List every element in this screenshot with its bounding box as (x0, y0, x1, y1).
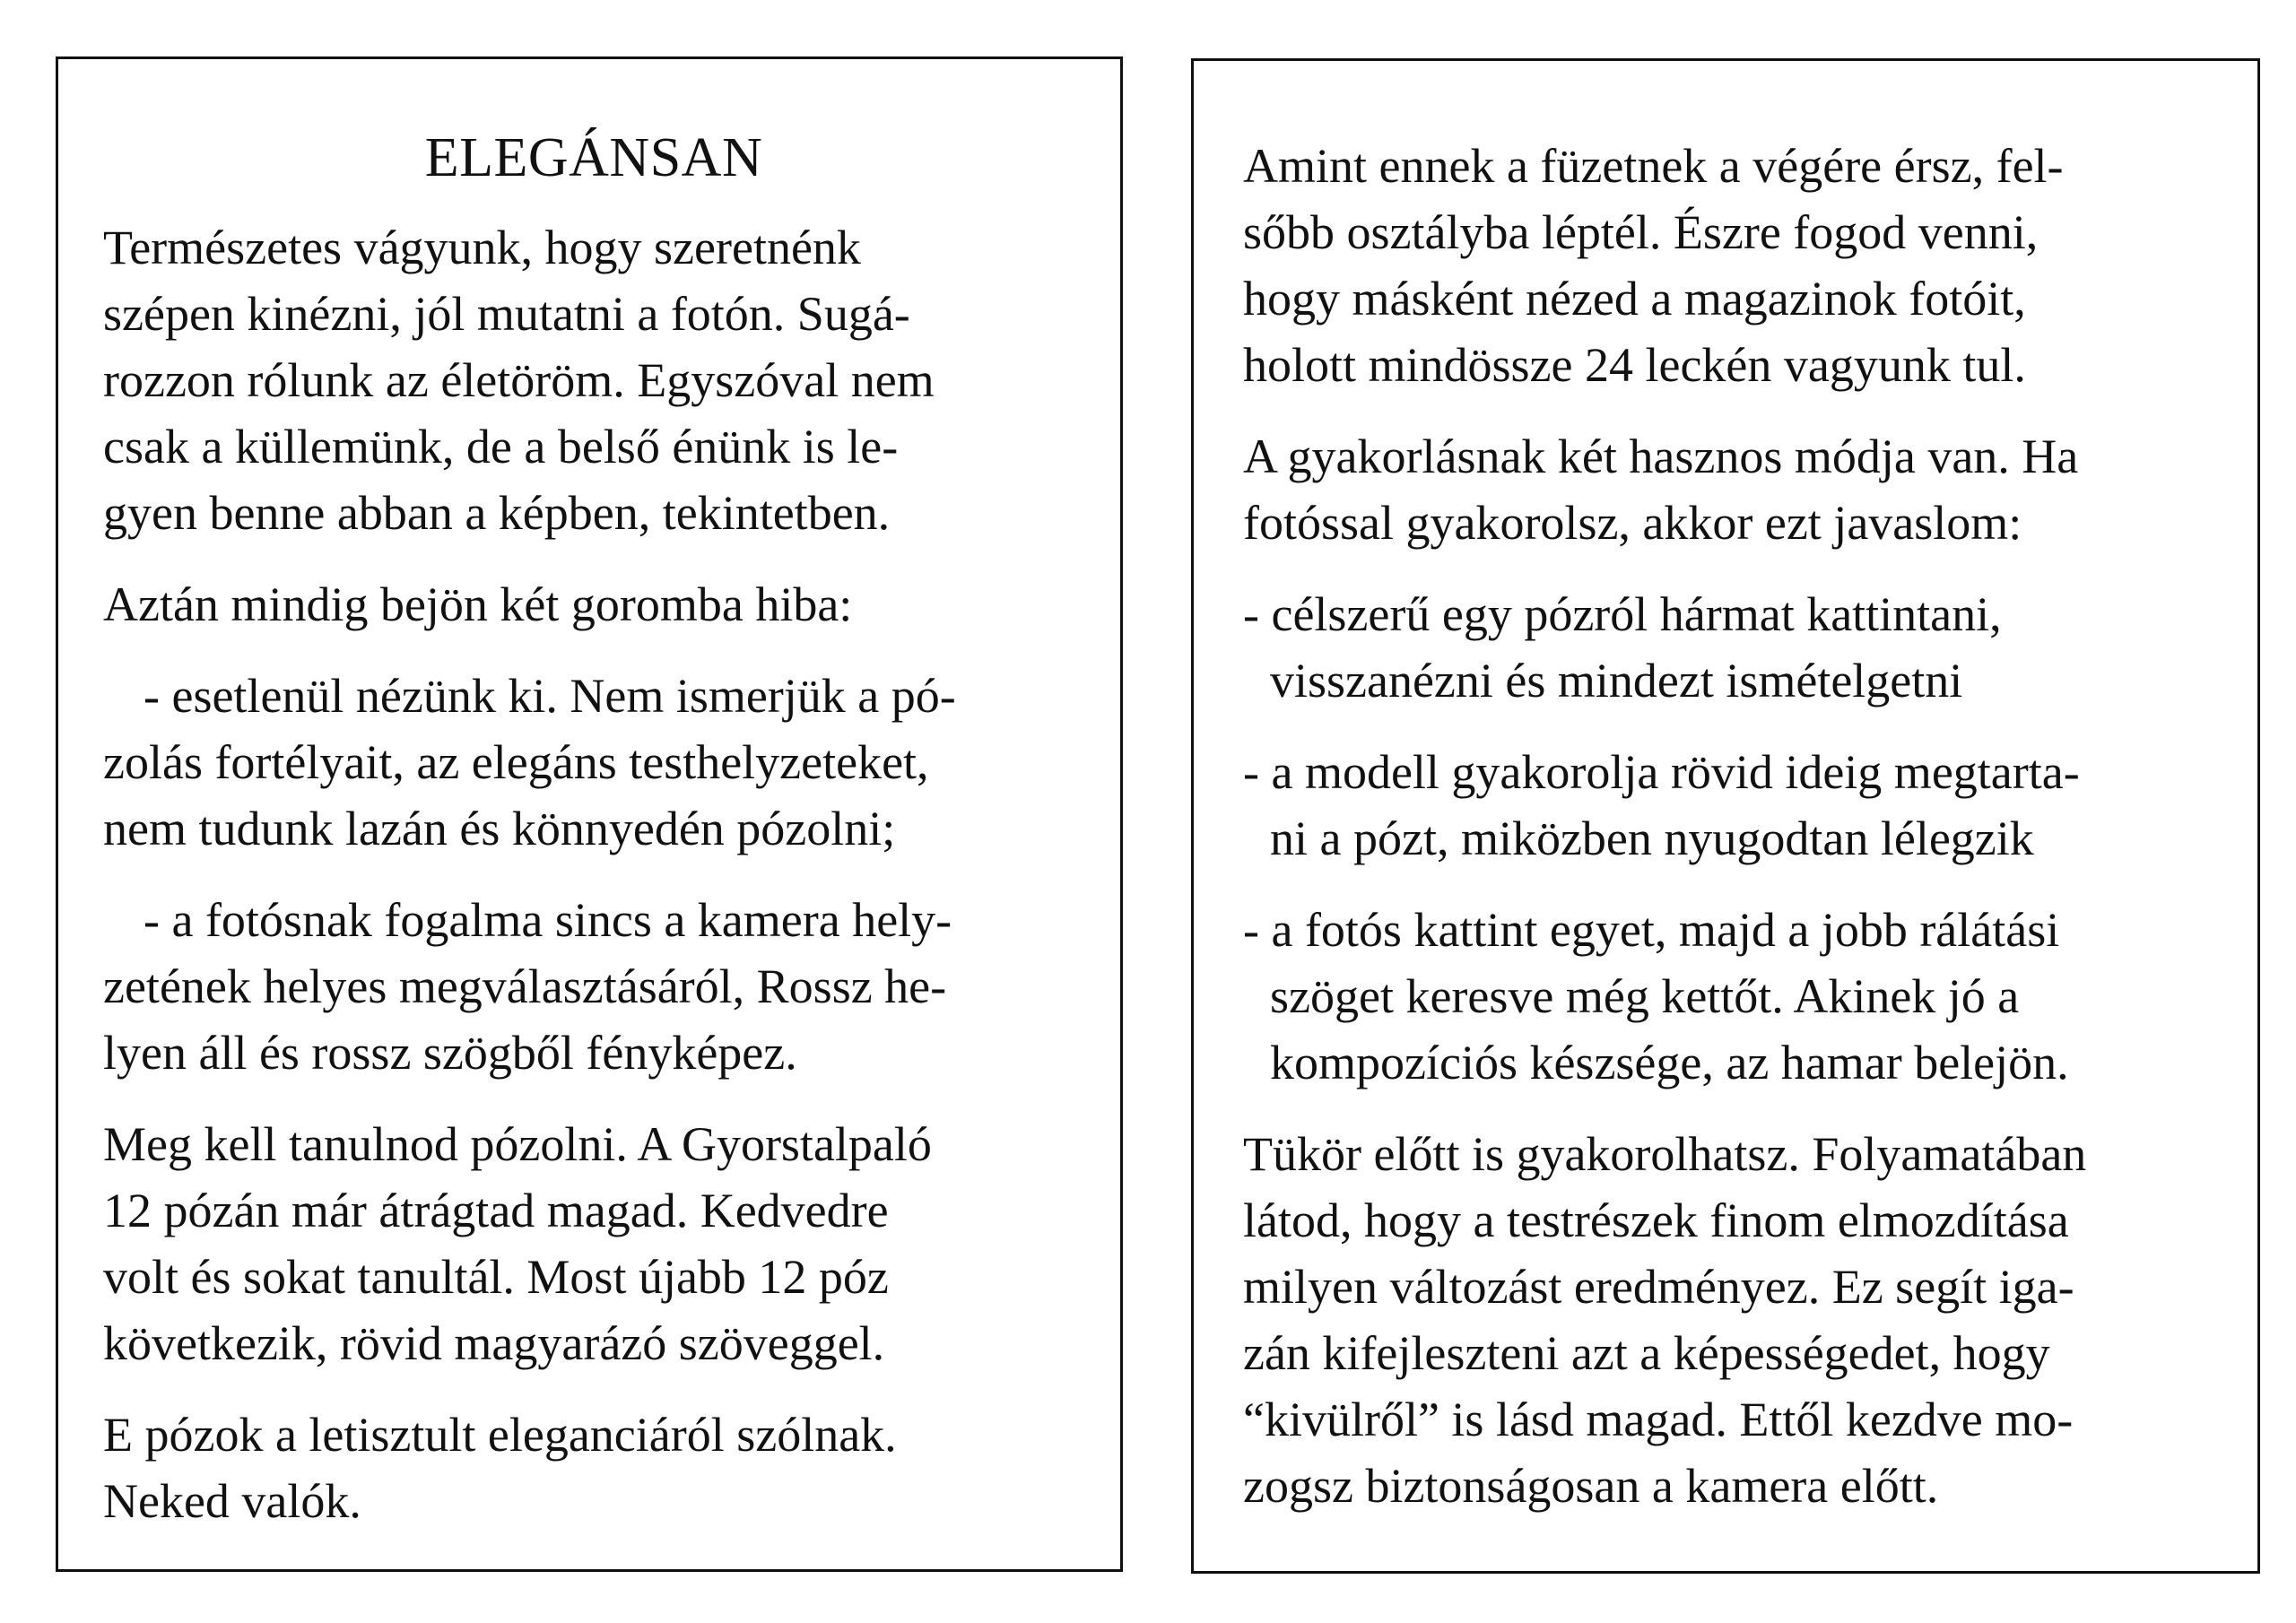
text-line: zán kifejleszteni azt a képességedet, hogy (1243, 1326, 2050, 1380)
text-line: - esetlenül nézünk ki. Nem ismerjük a pó- (144, 669, 956, 723)
text-line: zolás fortélyait, az elegáns testhelyzeteket, (103, 735, 929, 789)
text-line: sőbb osztályba léptél. Észre fogod venni, (1243, 205, 2039, 259)
mistakes-intro-paragraph (103, 571, 1084, 638)
text-line: holott mindössze 24 leckén vagyunk tul. (1243, 338, 2026, 392)
text-line: Tükör előtt is gyakorolhatsz. Folyamatában (1243, 1127, 2087, 1181)
left-page (56, 56, 1123, 1572)
text-line: fotóssal gyakorolsz, akkor ezt javaslom: (1243, 496, 2022, 550)
practice-intro-paragraph (1243, 423, 2222, 556)
text-line: zogsz biztonságosan a kamera előtt. (1243, 1459, 1939, 1513)
mirror-practice-paragraph (1243, 1121, 2222, 1519)
learning-paragraph (103, 1111, 1084, 1376)
text-line: szépen kinézni, jól mutatni a fotón. Sugá- (103, 287, 910, 341)
text-line: - a fotós kattint egyet, majd a jobb rálátási (1243, 903, 2060, 957)
text-line: A gyakorlásnak két hasznos módja van. Ha (1243, 430, 2079, 483)
text-line: lyen áll és rossz szögből fényképez. (103, 1026, 797, 1080)
page-title: ELEGÁNSAN (424, 127, 763, 188)
text-line: szöget keresve még kettőt. Akinek jó a (1270, 969, 2020, 1023)
right-page (1191, 58, 2260, 1574)
text-line: - a modell gyakorolja rövid ideig megtarta- (1243, 745, 2080, 799)
text-line: E pózok a letisztult eleganciáról szólnak. (103, 1408, 897, 1462)
text-line: ni a pózt, miközben nyugodtan lélegzik (1270, 812, 2034, 865)
progress-paragraph (1243, 133, 2222, 398)
text-line: következik, rövid magyarázó szöveggel. (103, 1316, 885, 1370)
mistake-two-paragraph (103, 887, 1084, 1086)
text-line: 12 pózán már átrágtad magad. Kedvedre (103, 1184, 889, 1237)
text-line: nem tudunk lazán és könnyedén pózolni; (103, 802, 896, 855)
text-line: - célszerű egy pózról hármat kattintani, (1243, 587, 2002, 641)
tip-one-paragraph (1243, 581, 2222, 714)
tip-two-paragraph (1243, 739, 2222, 872)
text-line: csak a küllemünk, de a belső énünk is le- (103, 420, 899, 473)
text-line: milyen változást eredményez. Ez segít iga- (1243, 1260, 2074, 1314)
text-line: volt és sokat tanultál. Most újabb 12 póz (103, 1250, 889, 1304)
text-line: Neked valók. (103, 1474, 361, 1528)
intro-paragraph (103, 214, 1084, 546)
text-line: “kivülről” is lásd magad. Ettől kezdve mo- (1243, 1393, 2074, 1446)
text-line: gyen benne abban a képben, tekintetben. (103, 486, 891, 540)
closing-paragraph (103, 1402, 1084, 1534)
mistake-one-paragraph (103, 663, 1084, 862)
text-line: zetének helyes megválasztásáról, Rossz he- (103, 959, 947, 1013)
tip-three-paragraph (1243, 897, 2222, 1096)
text-line: Aztán mindig bejön két goromba hiba: (103, 577, 853, 631)
text-line: Amint ennek a füzetnek a végére érsz, fel- (1243, 139, 2064, 193)
text-line: látod, hogy a testrészek finom elmozdítása (1243, 1193, 2069, 1247)
text-line: visszanézni és mindezt ismételgetni (1270, 654, 1963, 707)
text-line: kompozíciós készsége, az hamar belejön. (1270, 1036, 2069, 1089)
text-line: Meg kell tanulnod pózolni. A Gyorstalpaló (103, 1117, 932, 1171)
text-line: rozzon rólunk az életöröm. Egyszóval nem (103, 353, 935, 407)
text-line: hogy másként nézed a magazinok fotóit, (1243, 272, 2026, 325)
text-line: Természetes vágyunk, hogy szeretnénk (103, 221, 861, 274)
text-line: - a fotósnak fogalma sincs a kamera hely- (144, 893, 952, 947)
